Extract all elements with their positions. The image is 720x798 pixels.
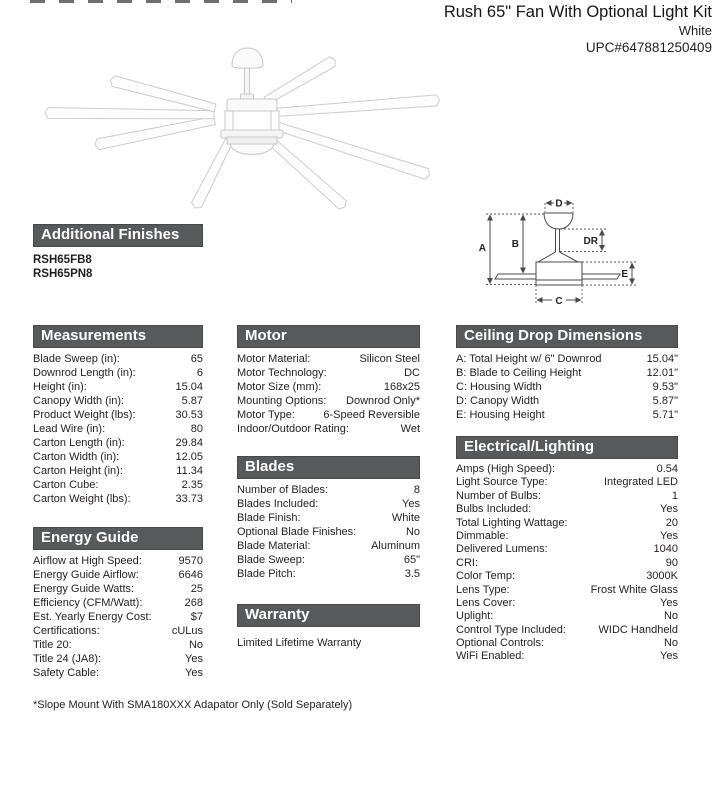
section-title: Electrical/Lighting bbox=[464, 438, 595, 455]
spec-row bbox=[456, 597, 678, 610]
spec-label: Light Source Type: bbox=[456, 476, 548, 489]
spec-value: cULus bbox=[171, 625, 203, 637]
motor-rows bbox=[237, 352, 420, 436]
section-header-measurements bbox=[33, 325, 203, 348]
spec-value: 80 bbox=[190, 423, 203, 435]
spec-row bbox=[456, 352, 678, 366]
spec-row bbox=[456, 584, 678, 597]
spec-value: No bbox=[663, 637, 678, 650]
spec-label: Motor Technology: bbox=[237, 367, 327, 379]
spec-value: 5.71" bbox=[652, 409, 678, 421]
section-electrical-lighting bbox=[456, 436, 678, 664]
spec-value: 0.54 bbox=[656, 463, 678, 475]
section-header-ceiling-drop bbox=[456, 325, 678, 348]
spec-label: Energy Guide Airflow: bbox=[33, 569, 139, 581]
spec-value: Integrated LED bbox=[604, 476, 678, 489]
ceiling-drop-diagram bbox=[450, 193, 700, 323]
spec-value: No bbox=[188, 639, 203, 651]
spec-row bbox=[237, 408, 420, 422]
spec-label: D: Canopy Width bbox=[456, 395, 540, 407]
spec-value: 5.87" bbox=[652, 395, 678, 407]
spec-value: 6-Speed Reversible bbox=[323, 409, 420, 421]
spec-row bbox=[456, 380, 678, 394]
spec-row bbox=[456, 557, 678, 570]
spec-row bbox=[456, 570, 678, 583]
spec-label: Safety Cable: bbox=[33, 667, 100, 679]
section-measurements bbox=[33, 325, 203, 506]
spec-row bbox=[237, 366, 420, 380]
spec-label: Motor Size (mm): bbox=[237, 381, 322, 393]
spec-value: Yes bbox=[660, 650, 678, 663]
section-header-motor bbox=[237, 325, 420, 348]
spec-row bbox=[456, 394, 678, 408]
spec-row bbox=[237, 497, 420, 511]
spec-row bbox=[33, 366, 203, 380]
section-additional-finishes bbox=[33, 224, 203, 281]
section-header-additional-finishes bbox=[33, 224, 203, 247]
measurements-rows bbox=[33, 352, 203, 506]
spec-label: Title 20: bbox=[33, 639, 72, 651]
spec-value: White bbox=[391, 512, 420, 524]
blades-rows bbox=[237, 483, 420, 581]
spec-row bbox=[456, 517, 678, 530]
warranty-text: Limited Lifetime Warranty bbox=[237, 637, 362, 649]
spec-label: Dimmable: bbox=[456, 529, 509, 542]
spec-row bbox=[33, 408, 203, 422]
spec-label: Height (in): bbox=[33, 381, 87, 393]
spec-label: Canopy Width (in): bbox=[33, 395, 125, 407]
spec-label: Blade Finish: bbox=[237, 512, 301, 524]
spec-value: DC bbox=[404, 367, 420, 379]
spec-row bbox=[33, 596, 203, 610]
spec-label: Color Temp: bbox=[456, 570, 516, 583]
upc-code: UPC#647881250409 bbox=[585, 40, 712, 55]
spec-row bbox=[456, 463, 678, 476]
spec-label: Est. Yearly Energy Cost: bbox=[33, 611, 152, 623]
spec-label: Control Type Included: bbox=[456, 623, 566, 636]
spec-value: Frost White Glass bbox=[590, 583, 678, 596]
spec-row bbox=[33, 394, 203, 408]
section-energy-guide bbox=[33, 527, 203, 680]
diagram-label-d: D bbox=[555, 198, 563, 210]
spec-row bbox=[237, 553, 420, 567]
spec-row bbox=[456, 503, 678, 516]
section-title: Blades bbox=[245, 458, 295, 475]
spec-row bbox=[33, 652, 203, 666]
spec-value: 6 bbox=[196, 367, 203, 379]
spec-value: Yes bbox=[660, 503, 678, 516]
spec-value: 12.01" bbox=[646, 367, 678, 379]
spec-row bbox=[456, 530, 678, 543]
product-title: Rush 65" Fan With Optional Light Kit bbox=[443, 3, 712, 21]
spec-row bbox=[237, 483, 420, 497]
spec-label: Delivered Lumens: bbox=[456, 543, 548, 556]
spec-label: Blade Pitch: bbox=[237, 568, 296, 580]
spec-value: 65 bbox=[190, 353, 203, 365]
spec-value: 6646 bbox=[178, 569, 203, 581]
spec-row bbox=[33, 554, 203, 568]
spec-row bbox=[237, 380, 420, 394]
spec-label: E: Housing Height bbox=[456, 409, 545, 421]
spec-label: B: Blade to Ceiling Height bbox=[456, 367, 582, 379]
finish-sku: RSH65PN8 bbox=[33, 268, 93, 280]
fan-product-image bbox=[0, 40, 450, 220]
spec-row bbox=[456, 650, 678, 663]
spec-value: No bbox=[663, 610, 678, 623]
spec-value: No bbox=[405, 526, 420, 538]
spec-value: Yes bbox=[402, 498, 420, 510]
spec-row bbox=[237, 525, 420, 539]
spec-value: 2.35 bbox=[181, 479, 203, 491]
spec-row bbox=[237, 567, 420, 581]
diagram-housing bbox=[536, 262, 582, 285]
spec-label: Optional Blade Finishes: bbox=[237, 526, 357, 538]
spec-value: 33.73 bbox=[175, 493, 203, 505]
spec-value: 1040 bbox=[653, 543, 678, 556]
section-title: Warranty bbox=[245, 606, 310, 623]
section-header-energy-guide bbox=[33, 527, 203, 550]
spec-value: Downrod Only* bbox=[346, 395, 420, 407]
spec-value: 3000K bbox=[646, 570, 678, 583]
diagram-label-b: B bbox=[511, 239, 519, 250]
spec-row bbox=[456, 610, 678, 623]
spec-value: 12.05 bbox=[175, 451, 203, 463]
section-ceiling-drop-dimensions bbox=[456, 325, 678, 422]
section-warranty bbox=[237, 604, 420, 650]
spec-row bbox=[33, 624, 203, 638]
spec-row bbox=[33, 638, 203, 652]
spec-value: Yes bbox=[185, 653, 203, 665]
diagram-canopy bbox=[544, 213, 573, 229]
spec-row bbox=[33, 450, 203, 464]
spec-value: 9.53" bbox=[652, 381, 678, 393]
title-block bbox=[444, 3, 712, 56]
spec-label: Number of Bulbs: bbox=[456, 489, 541, 502]
diagram-label-e: E bbox=[621, 269, 628, 280]
section-title: Additional Finishes bbox=[41, 226, 180, 243]
spec-row bbox=[237, 539, 420, 553]
spec-label: Carton Length (in): bbox=[33, 437, 125, 449]
cropped-logo-strip bbox=[30, 0, 292, 3]
spec-row bbox=[33, 436, 203, 450]
spec-label: Lens Type: bbox=[456, 583, 510, 596]
spec-label: CRI: bbox=[456, 556, 478, 569]
spec-label: Carton Width (in): bbox=[33, 451, 120, 463]
spec-value: 65" bbox=[403, 554, 420, 566]
spec-value: 25 bbox=[190, 583, 203, 595]
spec-label: Energy Guide Watts: bbox=[33, 583, 135, 595]
spec-label: Efficiency (CFM/Watt): bbox=[33, 597, 143, 609]
spec-label: Optional Controls: bbox=[456, 637, 545, 650]
diagram-label-dr: DR bbox=[583, 236, 598, 247]
spec-label: Motor Material: bbox=[237, 353, 311, 365]
spec-value: 90 bbox=[665, 556, 678, 569]
spec-row bbox=[456, 476, 678, 489]
diagram-label-a: A bbox=[478, 243, 486, 254]
spec-value: Aluminum bbox=[371, 540, 420, 552]
spec-value: Yes bbox=[660, 529, 678, 542]
spec-value: 9570 bbox=[178, 555, 203, 567]
section-title: Measurements bbox=[41, 327, 147, 344]
spec-label: Title 24 (JA8): bbox=[33, 653, 102, 665]
spec-value: Silicon Steel bbox=[359, 353, 420, 365]
spec-row bbox=[33, 666, 203, 680]
spec-row bbox=[237, 422, 420, 436]
spec-row bbox=[237, 394, 420, 408]
spec-label: Certifications: bbox=[33, 625, 100, 637]
spec-label: A: Total Height w/ 6" Downrod bbox=[456, 353, 602, 365]
section-header-electrical-lighting bbox=[456, 436, 678, 459]
spec-row bbox=[33, 422, 203, 436]
ceiling-drop-rows bbox=[456, 352, 678, 422]
fan-motor-assembly bbox=[221, 48, 283, 155]
spec-label: Amps (High Speed): bbox=[456, 463, 556, 475]
spec-value: Yes bbox=[660, 596, 678, 609]
spec-value: WIDC Handheld bbox=[598, 623, 678, 636]
section-motor bbox=[237, 325, 420, 436]
spec-row bbox=[33, 380, 203, 394]
spec-value: 5.87 bbox=[181, 395, 203, 407]
spec-label: Carton Height (in): bbox=[33, 465, 123, 477]
spec-row bbox=[456, 490, 678, 503]
electrical-rows bbox=[456, 463, 678, 664]
diagram-left-blade bbox=[495, 274, 536, 279]
spec-value: 1 bbox=[671, 489, 678, 502]
spec-label: Blades Included: bbox=[237, 498, 319, 510]
spec-row bbox=[33, 352, 203, 366]
spec-label: Mounting Options: bbox=[237, 395, 327, 407]
section-title: Energy Guide bbox=[41, 529, 139, 546]
spec-label: Airflow at High Speed: bbox=[33, 555, 142, 567]
spec-row bbox=[33, 610, 203, 624]
spec-value: 8 bbox=[413, 484, 420, 496]
spec-value: 268 bbox=[184, 597, 203, 609]
spec-label: WiFi Enabled: bbox=[456, 650, 525, 663]
spec-value: 168x25 bbox=[383, 381, 420, 393]
spec-row bbox=[456, 408, 678, 422]
slope-mount-footnote: *Slope Mount With SMA180XXX Adapator Only (Sold Separately) bbox=[33, 699, 353, 711]
finish-sku-list bbox=[33, 253, 203, 281]
spec-label: Downrod Length (in): bbox=[33, 367, 136, 379]
spec-label: C: Housing Width bbox=[456, 381, 542, 393]
spec-row bbox=[237, 352, 420, 366]
spec-label: Total Lighting Wattage: bbox=[456, 516, 568, 529]
section-header-blades bbox=[237, 456, 420, 479]
spec-label: Lead Wire (in): bbox=[33, 423, 106, 435]
finish-sku: RSH65FB8 bbox=[33, 254, 92, 266]
spec-label: Blade Sweep (in): bbox=[33, 353, 120, 365]
spec-row bbox=[33, 464, 203, 478]
spec-value: Yes bbox=[185, 667, 203, 679]
section-title: Motor bbox=[245, 327, 287, 344]
spec-label: Blade Sweep: bbox=[237, 554, 305, 566]
spec-label: Uplight: bbox=[456, 610, 494, 623]
spec-label: Lens Cover: bbox=[456, 596, 516, 609]
spec-value: 20 bbox=[665, 516, 678, 529]
spec-value: 11.34 bbox=[176, 465, 203, 477]
spec-value: 3.5 bbox=[404, 568, 420, 580]
section-blades bbox=[237, 456, 420, 581]
spec-label: Blade Material: bbox=[237, 540, 311, 552]
spec-value: 15.04" bbox=[646, 353, 678, 365]
product-finish: White bbox=[678, 23, 712, 38]
spec-row bbox=[33, 492, 203, 506]
spec-value: 30.53 bbox=[175, 409, 203, 421]
diagram-right-blade bbox=[582, 274, 620, 279]
spec-row bbox=[456, 624, 678, 637]
section-title: Ceiling Drop Dimensions bbox=[464, 327, 643, 344]
spec-label: Carton Cube: bbox=[33, 479, 99, 491]
spec-label: Product Weight (lbs): bbox=[33, 409, 136, 421]
spec-row bbox=[456, 543, 678, 556]
spec-row bbox=[33, 568, 203, 582]
spec-label: Number of Blades: bbox=[237, 484, 329, 496]
fan-illustration-svg bbox=[0, 40, 450, 220]
spec-row bbox=[456, 637, 678, 650]
spec-label: Indoor/Outdoor Rating: bbox=[237, 423, 349, 435]
section-header-warranty bbox=[237, 604, 420, 627]
spec-label: Bulbs Included: bbox=[456, 503, 532, 516]
spec-row bbox=[33, 582, 203, 596]
spec-value: $7 bbox=[190, 611, 203, 623]
spec-row bbox=[456, 366, 678, 380]
spec-row bbox=[33, 478, 203, 492]
spec-row bbox=[237, 511, 420, 525]
spec-label: Motor Type: bbox=[237, 409, 295, 421]
spec-value: 15.04 bbox=[175, 381, 203, 393]
spec-label: Carton Weight (lbs): bbox=[33, 493, 131, 505]
diagram-label-c: C bbox=[555, 296, 563, 307]
spec-value: 29.84 bbox=[175, 437, 203, 449]
spec-value: Wet bbox=[400, 423, 420, 435]
energy-guide-rows bbox=[33, 554, 203, 680]
